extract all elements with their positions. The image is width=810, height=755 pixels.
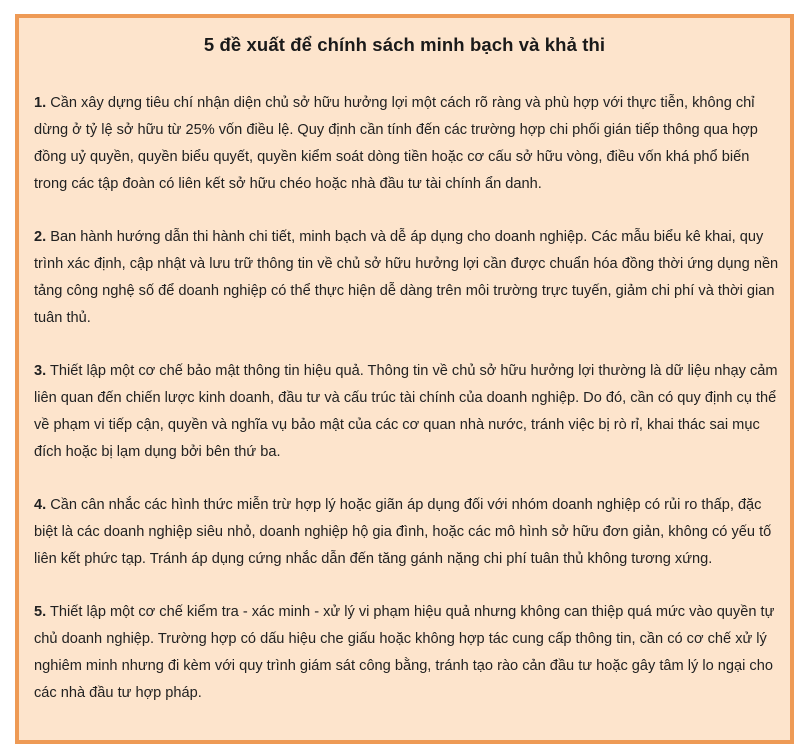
proposal-number: 1. <box>34 95 47 111</box>
proposal-number: 2. <box>34 229 47 245</box>
proposal-text: Cần xây dựng tiêu chí nhận diện chủ sở hữu hưởng lợi một cách rõ ràng và phù hợp với thực tiễn, không chỉ dừng ở tỷ lệ sở hữu từ 25% vốn điều lệ. Quy định cần tính đến các trường hợp chi phối gián tiếp thông qua hợp đồng uỷ quyền, quyền biểu quyết, quyền kiểm soát dòng tiền hoặc cơ cấu sở hữu vòng, điều vốn khá phổ biến trong các tập đoàn có liên kết sở hữu chéo hoặc nhà đầu tư tài chính ẩn danh. <box>34 95 758 192</box>
proposal-number: 4. <box>34 497 47 513</box>
proposal-item-2 <box>34 224 780 332</box>
box-title: 5 đề xuất để chính sách minh bạch và khả thi <box>203 34 606 55</box>
proposal-text: Ban hành hướng dẫn thi hành chi tiết, minh bạch và dễ áp dụng cho doanh nghiệp. Các mẫu biểu kê khai, quy trình xác định, cập nhật và lưu trữ thông tin về chủ sở hữu hưởng lợi cần được chuẩn hóa đồng thời ứng dụng nền tảng công nghệ số để doanh nghiệp có thể thực hiện dễ dàng trên môi trường trực tuyến, giảm chi phí và thời gian tuân thủ. <box>34 229 779 326</box>
proposal-text: Thiết lập một cơ chế kiểm tra - xác minh - xử lý vi phạm hiệu quả nhưng không can thiệp quá mức vào quyền tự chủ doanh nghiệp. Trường hợp có dấu hiệu che giấu hoặc không hợp tác cung cấp thông tin, cần có cơ chế xử lý nghiêm minh nhưng đi kèm với quy trình giám sát công bằng, tránh tạo rào cản đầu tư hoặc gây tâm lý lo ngại cho các nhà đầu tư hợp pháp. <box>34 604 775 701</box>
proposal-item-3 <box>34 358 780 466</box>
proposal-number: 5. <box>34 604 47 620</box>
proposal-number: 3. <box>34 363 47 379</box>
proposal-text: Cần cân nhắc các hình thức miễn trừ hợp lý hoặc giãn áp dụng đối với nhóm doanh nghiệp có rủi ro thấp, đặc biệt là các doanh nghiệp siêu nhỏ, doanh nghiệp hộ gia đình, hoặc các mô hình sở hữu đơn giản, không có yếu tố liên kết phức tạp. Tránh áp dụng cứng nhắc dẫn đến tăng gánh nặng chi phí tuân thủ không tương xứng. <box>34 497 772 567</box>
proposal-list <box>34 90 780 733</box>
proposal-box <box>15 14 794 744</box>
proposal-item-1 <box>34 90 780 198</box>
proposal-item-5 <box>34 599 780 707</box>
proposal-item-4 <box>34 492 780 573</box>
proposal-text: Thiết lập một cơ chế bảo mật thông tin hiệu quả. Thông tin về chủ sở hữu hưởng lợi thường là dữ liệu nhạy cảm liên quan đến chiến lược kinh doanh, đầu tư và cấu trúc tài chính của doanh nghiệp. Do đó, cần có quy định cụ thể về phạm vi tiếp cận, quyền và nghĩa vụ bảo mật của các cơ quan nhà nước, tránh việc bị rò rỉ, khai thác sai mục đích hoặc bị lạm dụng bởi bên thứ ba. <box>34 363 778 460</box>
